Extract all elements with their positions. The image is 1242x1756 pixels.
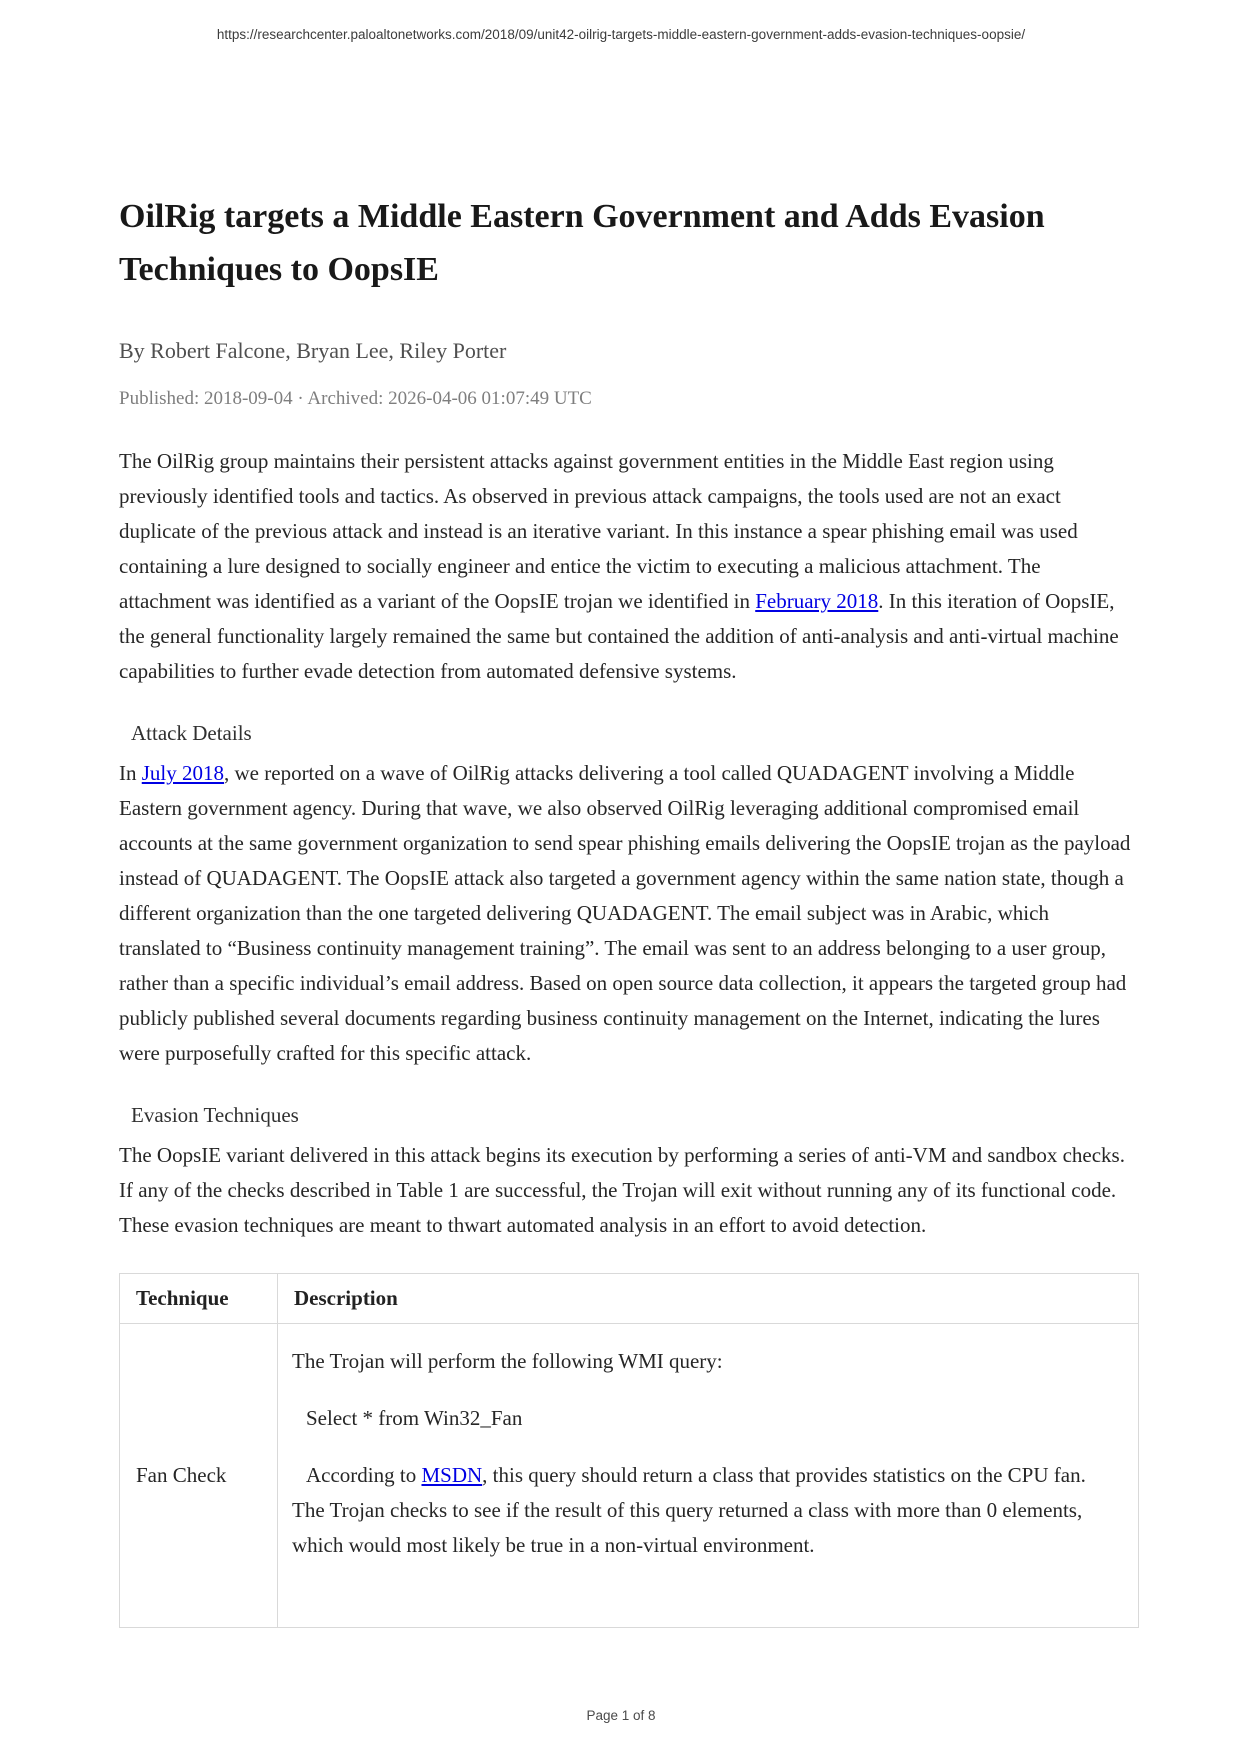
description-text-after-link: , this query should return a class that provides statistics on the CPU fan. The Trojan checks to see if the result of this query returned a class with more than 0 elements, which would most likely be true in a non-virtual environment. bbox=[292, 1463, 1086, 1557]
intro-paragraph bbox=[119, 444, 1131, 689]
description-text-before-link: According to bbox=[306, 1463, 422, 1487]
evasion-techniques-table bbox=[119, 1273, 1139, 1628]
attack-text-before-link: In bbox=[119, 761, 142, 785]
attack-details-paragraph bbox=[119, 756, 1131, 1071]
attack-text-after-link: , we reported on a wave of OilRig attacks delivering a tool called QUADAGENT involving a Middle Eastern government agency. During that wave, we also observed OilRig leveraging additional compromised email accounts at the same government organization to send spear phishing emails delivering the OopsIE trojan as the payload instead of QUADAGENT. The OopsIE attack also targeted a government agency within the same nation state, though a different organization than the one targeted delivering QUADAGENT. The email subject was in Arabic, which translated to “Business continuity management training”. The email was sent to an address belonging to a user group, rather than a specific individual’s email address. Based on open source data collection, it appears the targeted group had publicly published several documents regarding business continuity management on the Internet, indicating the lures were purposefully crafted for this specific attack. bbox=[119, 761, 1131, 1065]
source-url-header: https://researchcenter.paloaltonetworks.com/2018/09/unit42-oilrig-targets-middle-eastern-government-adds-evasion-techniques-oopsie/ bbox=[216, 27, 1026, 42]
page-title: OilRig targets a Middle Eastern Government and Adds Evasion Techniques to OopsIE bbox=[119, 198, 1045, 288]
description-detail-paragraph bbox=[292, 1458, 1122, 1563]
page-number-indicator: Page 1 of 8 bbox=[586, 1708, 656, 1723]
attack-details-heading: Attack Details bbox=[131, 721, 252, 745]
intro-text-after-link: . In this iteration of OopsIE, the general functionality largely remained the same but contained the addition of anti-analysis and anti-virtual machine capabilities to further evade detection from automated defensive systems. bbox=[119, 589, 1119, 683]
description-cell bbox=[278, 1324, 1139, 1628]
evasion-techniques-heading: Evasion Techniques bbox=[131, 1103, 299, 1127]
technique-cell: Fan Check bbox=[120, 1324, 278, 1628]
published-archived-timestamp: Published: 2018-09-04 · Archived: 2026-04-06 01:07:49 UTC bbox=[119, 388, 592, 409]
msdn-link[interactable]: MSDN bbox=[421, 1463, 483, 1487]
table-row bbox=[120, 1324, 1139, 1628]
article-content bbox=[119, 190, 1139, 1628]
intro-text-before-link: The OilRig group maintains their persistent attacks against government entities in the Middle East region using previously identified tools and tactics. As observed in previous attack campaigns, the tools used are not an exact duplicate of the previous attack and instead is an iterative variant. In this instance a spear phishing email was used containing a lure designed to socially engineer and entice the victim to executing a malicious attachment. The attachment was identified as a variant of the OopsIE trojan we identified in bbox=[119, 449, 1078, 613]
wmi-query-text: Select * from Win32_Fan bbox=[306, 1406, 523, 1430]
description-column-header: Description bbox=[278, 1274, 1139, 1324]
description-intro-line: The Trojan will perform the following WMI query: bbox=[292, 1349, 723, 1373]
article-byline: By Robert Falcone, Bryan Lee, Riley Porter bbox=[119, 338, 507, 363]
july-2018-link[interactable]: July 2018 bbox=[141, 761, 225, 785]
technique-column-header: Technique bbox=[120, 1274, 278, 1324]
evasion-techniques-paragraph: The OopsIE variant delivered in this attack begins its execution by performing a series of anti-VM and sandbox checks. If any of the checks described in Table 1 are successful, the Trojan will exit without running any of its functional code. These evasion techniques are meant to thwart automated analysis in an effort to avoid detection. bbox=[119, 1143, 1125, 1237]
february-2018-link[interactable]: February 2018 bbox=[755, 589, 879, 613]
table-header-row bbox=[120, 1274, 1139, 1324]
